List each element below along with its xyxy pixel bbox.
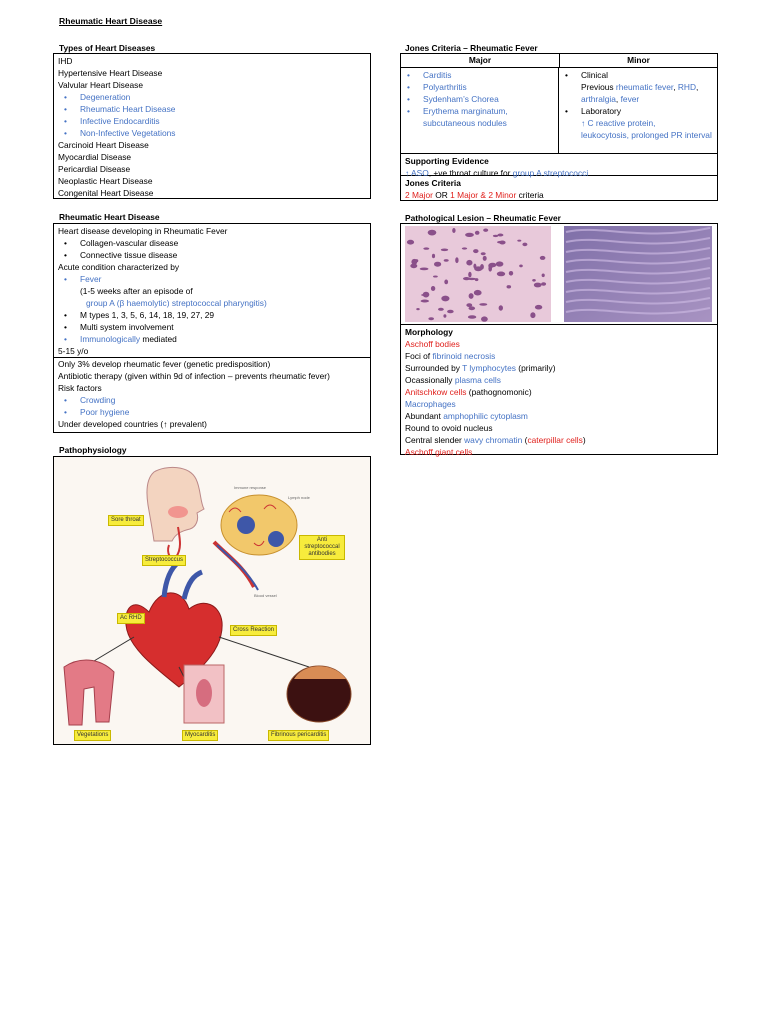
list-item: • Connective tissue disease: [58, 249, 366, 261]
myocarditis-label: Myocarditis: [182, 730, 218, 741]
aschoff-giant-cells: Aschoff giant cells: [405, 447, 473, 457]
anitschkow-term: Anitschkow cells: [405, 387, 467, 397]
pr-term: prolonged PR interval: [631, 130, 712, 140]
page-title: Rheumatic Heart Disease: [59, 16, 163, 26]
rhd-acute: Acute condition characterized by: [58, 262, 180, 272]
list-item: • Crowding: [58, 394, 366, 406]
minor-clinical-detail: Previous rheumatic fever, RHD, arthralgia, fever: [581, 82, 699, 104]
fever-term: fever: [620, 94, 640, 104]
aschoff-bodies: Aschoff bodies: [405, 339, 460, 349]
types-list-box: [53, 53, 371, 199]
crp-term: ↑ C reactive protein: [581, 118, 654, 128]
t-lymph-term: T lymphocytes: [462, 363, 516, 373]
types-heading: Types of Heart Diseases: [59, 43, 156, 53]
list-item: • Multi system involvement: [58, 321, 366, 333]
leuko-term: leukocytosis: [581, 130, 627, 140]
immuno-rest: mediated: [140, 334, 177, 344]
immuno-term: Immunologically: [80, 334, 141, 344]
fever-detail-blue: group A (β haemolytic) streptococcal pharyngitis): [86, 298, 267, 308]
abundant-line: [405, 410, 713, 422]
two-major: 2 Major: [405, 190, 433, 200]
macrophages: Macrophages: [405, 399, 456, 409]
antibodies-label: Anti streptococcal antibodies: [299, 535, 345, 560]
list-item: • Carditis: [401, 69, 558, 81]
supporting-heading: Supporting Evidence: [405, 156, 489, 166]
rhd-underdeveloped: Under developed countries (↑ prevalent): [58, 419, 207, 429]
anitschkow-line: [405, 386, 713, 398]
criteria-text: [405, 189, 713, 201]
wavy-term: wavy chromatin: [464, 435, 523, 445]
pathog-text: (pathognomonic): [466, 387, 532, 397]
sore-throat-label: Sore throat: [108, 515, 144, 526]
aso-term: ↑ ASO: [405, 168, 429, 178]
rhd-risk: Risk factors: [58, 383, 102, 393]
list-item: • Erythema marginatum, subcutaneous nodules: [401, 105, 558, 129]
criteria-row: [401, 176, 717, 202]
patho-heading: Pathophysiology: [59, 445, 127, 455]
paren-open: (: [522, 435, 528, 445]
caterpillar-term: caterpillar cells: [527, 435, 583, 445]
rhd-only: Only 3% develop rheumatic fever (genetic predisposition): [58, 359, 271, 369]
list-item: Pericardial Disease: [58, 164, 131, 174]
blood-vessel-caption: Blood vessel: [254, 593, 277, 598]
central-text: Central slender: [405, 435, 465, 445]
rhd-box: [53, 223, 371, 433]
list-item: Valvular Heart Disease: [58, 80, 144, 90]
minor-list: [559, 68, 717, 153]
jones-box: [400, 53, 718, 201]
list-item: • Infective Endocarditis: [58, 115, 366, 127]
or-text: OR: [432, 190, 451, 200]
streptococcus-label: Streptococcus: [142, 555, 186, 566]
primarily-text: (primarily): [515, 363, 556, 373]
supporting-row: [401, 154, 717, 176]
immune-response-caption: Immune response: [234, 485, 267, 490]
lesion-heading: Pathological Lesion – Rheumatic Fever: [405, 213, 561, 223]
jones-criteria-row: [401, 68, 717, 154]
fibrinoid-term: fibrinoid necrosis: [432, 351, 496, 361]
rhd-heading: Rheumatic Heart Disease: [59, 212, 160, 222]
one-major-two-minor: 1 Major & 2 Minor: [450, 190, 517, 200]
previous-text: Previous: [581, 82, 616, 92]
rhd-age: 5-15 y/o: [58, 346, 89, 356]
minor-lab-detail: ↑ C reactive protein, leukocytosis, prolonged PR interval: [581, 118, 712, 140]
list-item: • Polyarthritis: [401, 81, 558, 93]
jones-header-row: [401, 54, 717, 68]
fibrinous-pericarditis-label: Fibrinous pericarditis: [268, 730, 329, 741]
throat-text: , +ve throat culture for: [428, 168, 513, 178]
list-item: Carcinoid Heart Disease: [58, 140, 149, 150]
list-item: • Degeneration: [58, 91, 366, 103]
list-item: • Non-Infective Vegetations: [58, 127, 366, 139]
minor-header: Minor: [627, 55, 650, 65]
surrounded-text: Surrounded by: [405, 363, 463, 373]
list-item: [58, 333, 366, 345]
amphophilic-term: amphophilic cytoplasm: [443, 411, 528, 421]
foci-line: [405, 350, 713, 362]
list-item: • Laboratory: [559, 105, 717, 117]
rf-term: rheumatic fever: [615, 82, 674, 92]
occasionally-text: Ocassionally: [405, 375, 455, 385]
criteria-word: criteria: [516, 190, 544, 200]
fever-detail: (1-5 weeks after an episode of: [80, 286, 193, 296]
criteria-heading: Jones Criteria: [405, 178, 461, 188]
rhd-antibiotic: Antibiotic therapy (given within 9d of infection – prevents rheumatic fever): [58, 371, 330, 381]
group-a-term: group A streptococci: [512, 168, 589, 178]
morphology-heading: Morphology: [405, 327, 453, 337]
plasma-term: plasma cells: [454, 375, 501, 385]
histology-images: [401, 224, 717, 325]
occasionally-line: [405, 374, 713, 386]
list-item: • Rheumatic Heart Disease: [58, 103, 366, 115]
paren-close: ): [582, 435, 586, 445]
list-item: • Collagen-vascular disease: [58, 237, 366, 249]
major-list: [401, 68, 559, 153]
list-item: • M types 1, 3, 5, 6, 14, 18, 19, 27, 29: [58, 309, 366, 321]
arthralgia-term: arthralgia: [581, 94, 616, 104]
abundant-text: Abundant: [405, 411, 444, 421]
lymph-node-caption: Lymph node: [288, 495, 310, 500]
histology-micrographs: [401, 224, 717, 324]
list-item: • Poor hygiene: [58, 406, 366, 418]
major-header: Major: [401, 54, 560, 67]
lesion-box: [400, 223, 718, 455]
rhd-term: RHD: [677, 82, 696, 92]
pathophysiology-figure: [53, 456, 371, 745]
morphology-list: [401, 325, 717, 459]
surrounded-line: [405, 362, 713, 374]
central-line: [405, 434, 713, 446]
list-item: Congenital Heart Disease: [58, 188, 154, 198]
list-item: Neoplastic Heart Disease: [58, 176, 153, 186]
jones-heading: Jones Criteria – Rheumatic Fever: [405, 43, 538, 53]
list-item: IHD: [58, 56, 73, 66]
list-item: Myocardial Disease: [58, 152, 132, 162]
list-item: • Sydenham’s Chorea: [401, 93, 558, 105]
foci-text: Foci of: [405, 351, 433, 361]
ac-rhd-label: Ac RHD: [117, 613, 145, 624]
list-item: • Fever: [58, 273, 366, 285]
rhd-definition: Heart disease developing in Rheumatic Fever: [58, 226, 228, 236]
list-item: • Clinical: [559, 69, 717, 81]
round-nucleus: Round to ovoid nucleus: [405, 423, 493, 433]
list-item: Hypertensive Heart Disease: [58, 68, 163, 78]
cross-reaction-label: Cross Reaction: [230, 625, 277, 636]
vegetations-label: Vegetations: [74, 730, 111, 741]
pathophysiology-illustration: [54, 457, 370, 744]
